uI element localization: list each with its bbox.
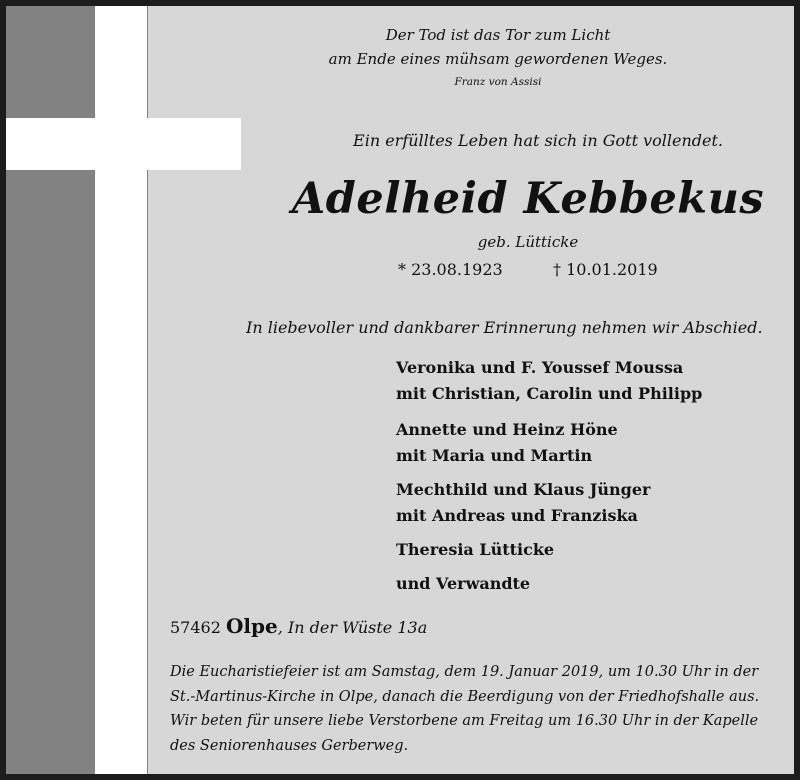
notice-line: Die Eucharistiefeier ist am Samstag, dem 19. Januar 2019, um 10.30 Uhr in der xyxy=(170,664,759,680)
address-zip: 57462 xyxy=(170,618,221,637)
address xyxy=(170,614,427,638)
birth-date: * 23.08.1923 xyxy=(398,260,503,279)
notice-line: des Seniorenhauses Gerberweg. xyxy=(170,737,409,754)
mourner-line: Veronika und F. Youssef Moussa xyxy=(396,358,684,377)
cross-horizontal-bar xyxy=(6,118,241,170)
quote-line-1: Der Tod ist das Tor zum Licht xyxy=(385,26,611,44)
mourner-line: mit Christian, Carolin und Philipp xyxy=(396,384,703,403)
mourner-line: mit Andreas und Franziska xyxy=(396,506,638,525)
notice-line: Wir beten für unsere liebe Verstorbene am Freitag um 16.30 Uhr in der Kapelle xyxy=(170,713,759,729)
mourner-line: Mechthild und Klaus Jünger xyxy=(396,480,651,499)
mourner-line: und Verwandte xyxy=(396,574,531,593)
address-city: Olpe xyxy=(226,614,278,638)
quote-line-2: am Ende eines mühsam gewordenen Weges. xyxy=(328,50,668,68)
lead-line: Ein erfülltes Leben hat sich in Gott vollendet. xyxy=(353,131,723,150)
death-date: † 10.01.2019 xyxy=(553,260,658,279)
mourner-line: Annette und Heinz Höne xyxy=(396,420,618,439)
address-street: , In der Wüste 13a xyxy=(277,618,428,637)
born-name: geb. Lütticke xyxy=(477,233,579,251)
deceased-name: Adelheid Kebbekus xyxy=(291,174,765,224)
farewell-line: In liebevoller und dankbarer Erinnerung nehmen wir Abschied. xyxy=(246,318,763,337)
quote-author: Franz von Assisi xyxy=(454,76,542,88)
mourner-line: Theresia Lütticke xyxy=(396,540,555,559)
notice-line: St.-Martinus-Kirche in Olpe, danach die Beerdigung von der Friedhofshalle aus. xyxy=(170,688,760,705)
mourner-line: mit Maria und Martin xyxy=(396,446,593,465)
